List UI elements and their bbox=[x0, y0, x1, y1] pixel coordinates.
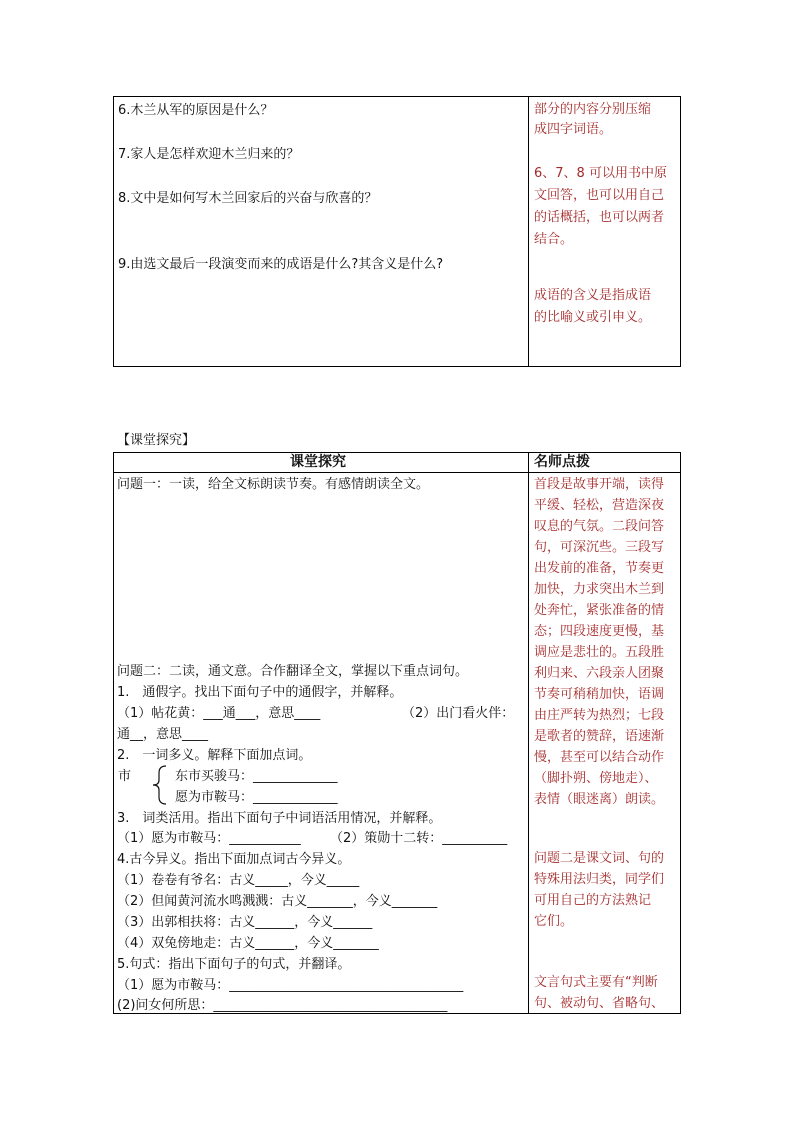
question-6: 6.木兰从军的原因是什么？ bbox=[118, 103, 274, 118]
tongjiazi-item-2: （2）出门看火伴： bbox=[402, 706, 515, 721]
note-line: 的比喻义或引申义。 bbox=[534, 310, 652, 325]
conversion-item-1: （1）愿为市鞍马：___________ bbox=[117, 831, 301, 846]
tip-line: 它们。 bbox=[534, 914, 574, 929]
tongjiazi-heading: 1. 通假字。找出下面句子中的通假字，并解释。 bbox=[117, 685, 403, 700]
tip-line: 调应是悲壮的。五段胜 bbox=[534, 645, 665, 660]
question-two: 问题二：二读，通文意。合作翻译全文，掌握以下重点词句。 bbox=[117, 664, 469, 679]
note-line: 部分的内容分别压缩 bbox=[534, 102, 652, 117]
header-left: 课堂探究 bbox=[290, 454, 346, 470]
tip-line: 叹息的气氛。二段问答 bbox=[534, 519, 665, 534]
question-one: 问题一：一读，给全文标朗读节奏。有感情朗读全文。 bbox=[117, 477, 430, 492]
ancient-modern-heading: 4.古今异义。指出下面加点词古今异义。 bbox=[117, 852, 351, 867]
note-line: 6、7、8 可以用书中原 bbox=[534, 166, 667, 181]
note-line: 结合。 bbox=[534, 232, 574, 247]
tip-line: 节奏可稍稍加快，语调 bbox=[534, 687, 665, 702]
tip-line: 由庄严转为热烈；七段 bbox=[534, 708, 665, 723]
ancient-modern-item-2: （2）但闻黄河流水鸣溅溅：古义_______，今义_______ bbox=[117, 894, 438, 909]
conversion-item-2: （2）策勋十二转：__________ bbox=[330, 831, 508, 846]
tip-line: 首段是故事开端，读得 bbox=[534, 477, 665, 492]
note-line: 文回答，也可以用自己 bbox=[534, 188, 665, 203]
ancient-modern-item-1: （1）卷卷有爷名：古义_____，今义_____ bbox=[117, 873, 360, 888]
brace-icon bbox=[150, 764, 170, 806]
polysemy-item-1: 东市买骏马：_____________ bbox=[175, 769, 338, 784]
tip-line: 处奔忙，紧张准备的情 bbox=[534, 603, 665, 618]
tongjiazi-item-1: （1）帖花黄：___通___，意思____ bbox=[117, 706, 321, 721]
polysemy-item-2: 愿为市鞍马：_____________ bbox=[175, 790, 338, 805]
tip-line: 是歌者的赞辞，语速渐 bbox=[534, 729, 665, 744]
tip-line: 出发前的准备，节奏更 bbox=[534, 561, 665, 576]
conversion-heading: 3. 词类活用。指出下面句子中词语活用情况，并解释。 bbox=[117, 811, 442, 826]
question-8: 8.文中是如何写木兰回家后的兴奋与欣喜的？ bbox=[118, 191, 378, 206]
note-line: 成语的含义是指成语 bbox=[534, 288, 652, 303]
question-7: 7.家人是怎样欢迎木兰归来的？ bbox=[118, 147, 300, 162]
tip-line: 加快，力求突出木兰到 bbox=[534, 582, 665, 597]
section-title: 【课堂探究】 bbox=[117, 433, 196, 448]
tip-line: 可用自己的方法熟记 bbox=[534, 893, 652, 908]
question-9: 9.由选文最后一段演变而来的成语是什么?其含义是什么? bbox=[118, 257, 444, 272]
tip-line: 问题二是课文词、句的 bbox=[534, 851, 665, 866]
sentence-pattern-heading: 5.句式：指出下面句子的句式，并翻译。 bbox=[117, 957, 351, 972]
tip-line: 表情（眼迷离）朗读。 bbox=[534, 792, 665, 807]
tip-line: 慢，甚至可以结合动作 bbox=[534, 750, 665, 765]
tongjiazi-item-2-cont: 通__，意思____ bbox=[117, 727, 209, 742]
tip-line: 句、被动句、省略句、 bbox=[534, 996, 665, 1011]
header-right: 名师点拨 bbox=[534, 454, 590, 470]
note-line: 成四字词语。 bbox=[534, 122, 613, 137]
tip-line: 特殊用法归类，同学们 bbox=[534, 872, 665, 887]
sentence-pattern-item-1: （1）愿为市鞍马：____________________________________ bbox=[117, 978, 464, 993]
note-line: 的话概括，也可以两者 bbox=[534, 210, 665, 225]
tip-line: 文言句式主要有“判断 bbox=[534, 975, 658, 990]
ancient-modern-item-3: （3）出郭相扶将：古义______，今义______ bbox=[117, 915, 373, 930]
tip-line: 利归来、六段亲人团聚 bbox=[534, 666, 665, 681]
sentence-pattern-item-2: (2)问女何所思：____________________________________ bbox=[117, 998, 448, 1013]
polysemy-char: 市 bbox=[118, 769, 132, 784]
tip-line: 平缓、轻松，营造深夜 bbox=[534, 498, 665, 513]
tip-line: 句，可深沉些。三段写 bbox=[534, 540, 665, 555]
ancient-modern-item-4: （4）双兔傍地走：古义______，今义_______ bbox=[117, 936, 379, 951]
polysemy-heading: 2. 一词多义。解释下面加点词。 bbox=[117, 748, 312, 763]
tip-line: 态；四段速度更慢，基 bbox=[534, 624, 665, 639]
tip-line: （脚扑朔、傍地走）、 bbox=[534, 771, 658, 786]
